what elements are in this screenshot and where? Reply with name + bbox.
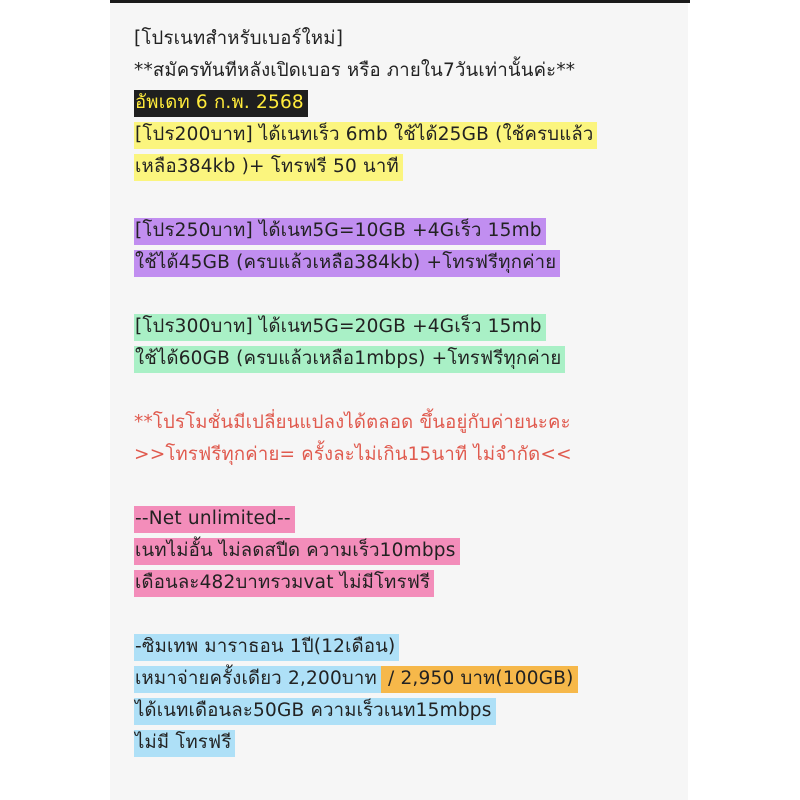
marathon-line-4 (134, 729, 688, 761)
marathon-title: -ซิมเทพ มาราธอน 1ปี(12เดือน) (134, 634, 399, 661)
marathon-line-2 (134, 665, 688, 697)
promo-300-text-1: [โปร300บาท] ได้เนท5G=20GB +4Gเร็ว 15mb (134, 314, 546, 341)
promo-250-line-1 (134, 217, 688, 249)
apply-notice: **สมัครทันทีหลังเปิดเบอร หรือ ภายใน7วันเท่านั้นค่ะ** (134, 60, 576, 81)
promo-200-text-2: เหลือ384kb )+ โทรฟรี 50 นาที (134, 154, 403, 181)
spacer (134, 281, 688, 313)
unlimited-line-1 (134, 505, 688, 537)
promo-300-text-2: ใช้ได้60GB (ครบแล้วเหลือ1mbps) +โทรฟรีทุกค่าย (134, 346, 565, 373)
promo-300-line-2 (134, 345, 688, 377)
update-date: อัพเดท 6 ก.พ. 2568 (134, 90, 308, 117)
marathon-price-2200: เหมาจ่ายครั้งเดียว 2,200บาท (134, 666, 381, 693)
free-call-note: >>โทรฟรีทุกค่าย= ครั้งละไม่เกิน15นาที ไม่จำกัด<< (134, 444, 572, 465)
unlimited-line-2 (134, 537, 688, 569)
promo-change-note: **โปรโมชั่นมีเปลี่ยนแปลงได้ตลอด ขึ้นอยู่กับค่ายนะคะ (134, 412, 571, 433)
marathon-text-3: ได้เนทเดือนละ50GB ความเร็วเนท15mbps (134, 698, 496, 725)
marathon-text-4: ไม่มี โทรฟรี (134, 730, 235, 757)
promo-250-text-2: ใช้ได้45GB (ครบแล้วเหลือ384kb) +โทรฟรีทุกค่าย (134, 250, 560, 277)
promo-250-text-1: [โปร250บาท] ได้เนท5G=10GB +4Gเร็ว 15mb (134, 218, 546, 245)
promo-300-line-1 (134, 313, 688, 345)
update-line (134, 89, 688, 121)
unlimited-text-3: เดือนละ482บาทรวมvat ไม่มีโทรฟรี (134, 570, 434, 597)
spacer (134, 377, 688, 409)
unlimited-line-3 (134, 569, 688, 601)
promo-200-line-2 (134, 153, 688, 185)
promo-200-text-1: [โปร200บาท] ได้เนทเร็ว 6mb ใช้ได้25GB (ใช้ครบแล้ว (134, 122, 597, 149)
promo-250-line-2 (134, 249, 688, 281)
marathon-line-3 (134, 697, 688, 729)
unlimited-title: --Net unlimited-- (134, 506, 295, 533)
promo-note (110, 3, 688, 800)
spacer (134, 473, 688, 505)
unlimited-text-2: เนทไม่อั้น ไม่ลดสปีด ความเร็ว10mbps (134, 538, 460, 565)
spacer (134, 601, 688, 633)
marathon-price-2950: / 2,950 บาท(100GB) (381, 666, 578, 693)
marathon-line-1 (134, 633, 688, 665)
note-title: [โปรเนทสำหรับเบอร์ใหม่] (134, 28, 344, 49)
promo-200-line-1 (134, 121, 688, 153)
spacer (134, 185, 688, 217)
